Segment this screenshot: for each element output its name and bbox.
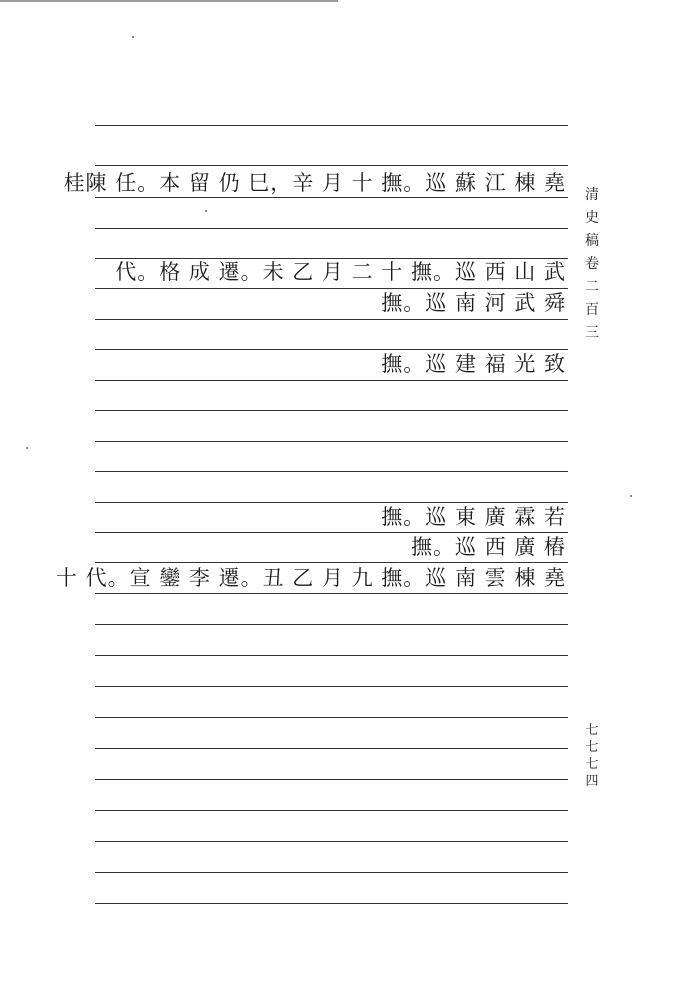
row-text: 代。格 成 遷。未 乙 月 二 十 撫。巡 西 山 武 [115,260,566,284]
row-rule [95,624,568,625]
row-rule [95,748,568,749]
top-edge-rule [0,0,338,2]
table-row [95,530,568,564]
row-rule [95,903,568,904]
row-rule [95,810,568,811]
row-rule [95,410,568,411]
row-text: 十 代。宣 鑾 李 遷。丑 乙 月 九 撫。巡 南 雲 棟 堯 [55,566,566,590]
row-rule [95,471,568,472]
row-rule [95,686,568,687]
row-rule [95,841,568,842]
row-text: 撫。巡 南 河 武 舜 [381,291,566,315]
table-row [55,561,568,595]
scan-speck [132,36,134,38]
row-rule [95,717,568,718]
row-rule [95,125,568,126]
table-row [95,500,568,534]
row-text: 撫。巡 建 福 光 致 [381,352,566,376]
row-rule [95,228,568,229]
table-row [63,166,568,200]
scan-speck [26,447,28,449]
row-rule [95,872,568,873]
row-text: 撫。巡 東 廣 霖 若 [381,505,566,529]
table-row [95,347,568,381]
table-row [95,255,568,289]
scan-speck [630,495,632,497]
row-rule [95,441,568,442]
row-rule [95,779,568,780]
row-rule [95,655,568,656]
table-row [95,286,568,320]
scan-speck [205,210,207,212]
page-number: 七七七四 [585,723,599,789]
row-text: 撫。巡 西 廣 樁 [410,535,566,559]
running-head: 清史稿卷二百三 [585,187,599,341]
row-text: 桂陳 任。本 留 仍 巳，辛 月 十 撫。巡 蘇 江 棟 堯 [63,171,566,195]
